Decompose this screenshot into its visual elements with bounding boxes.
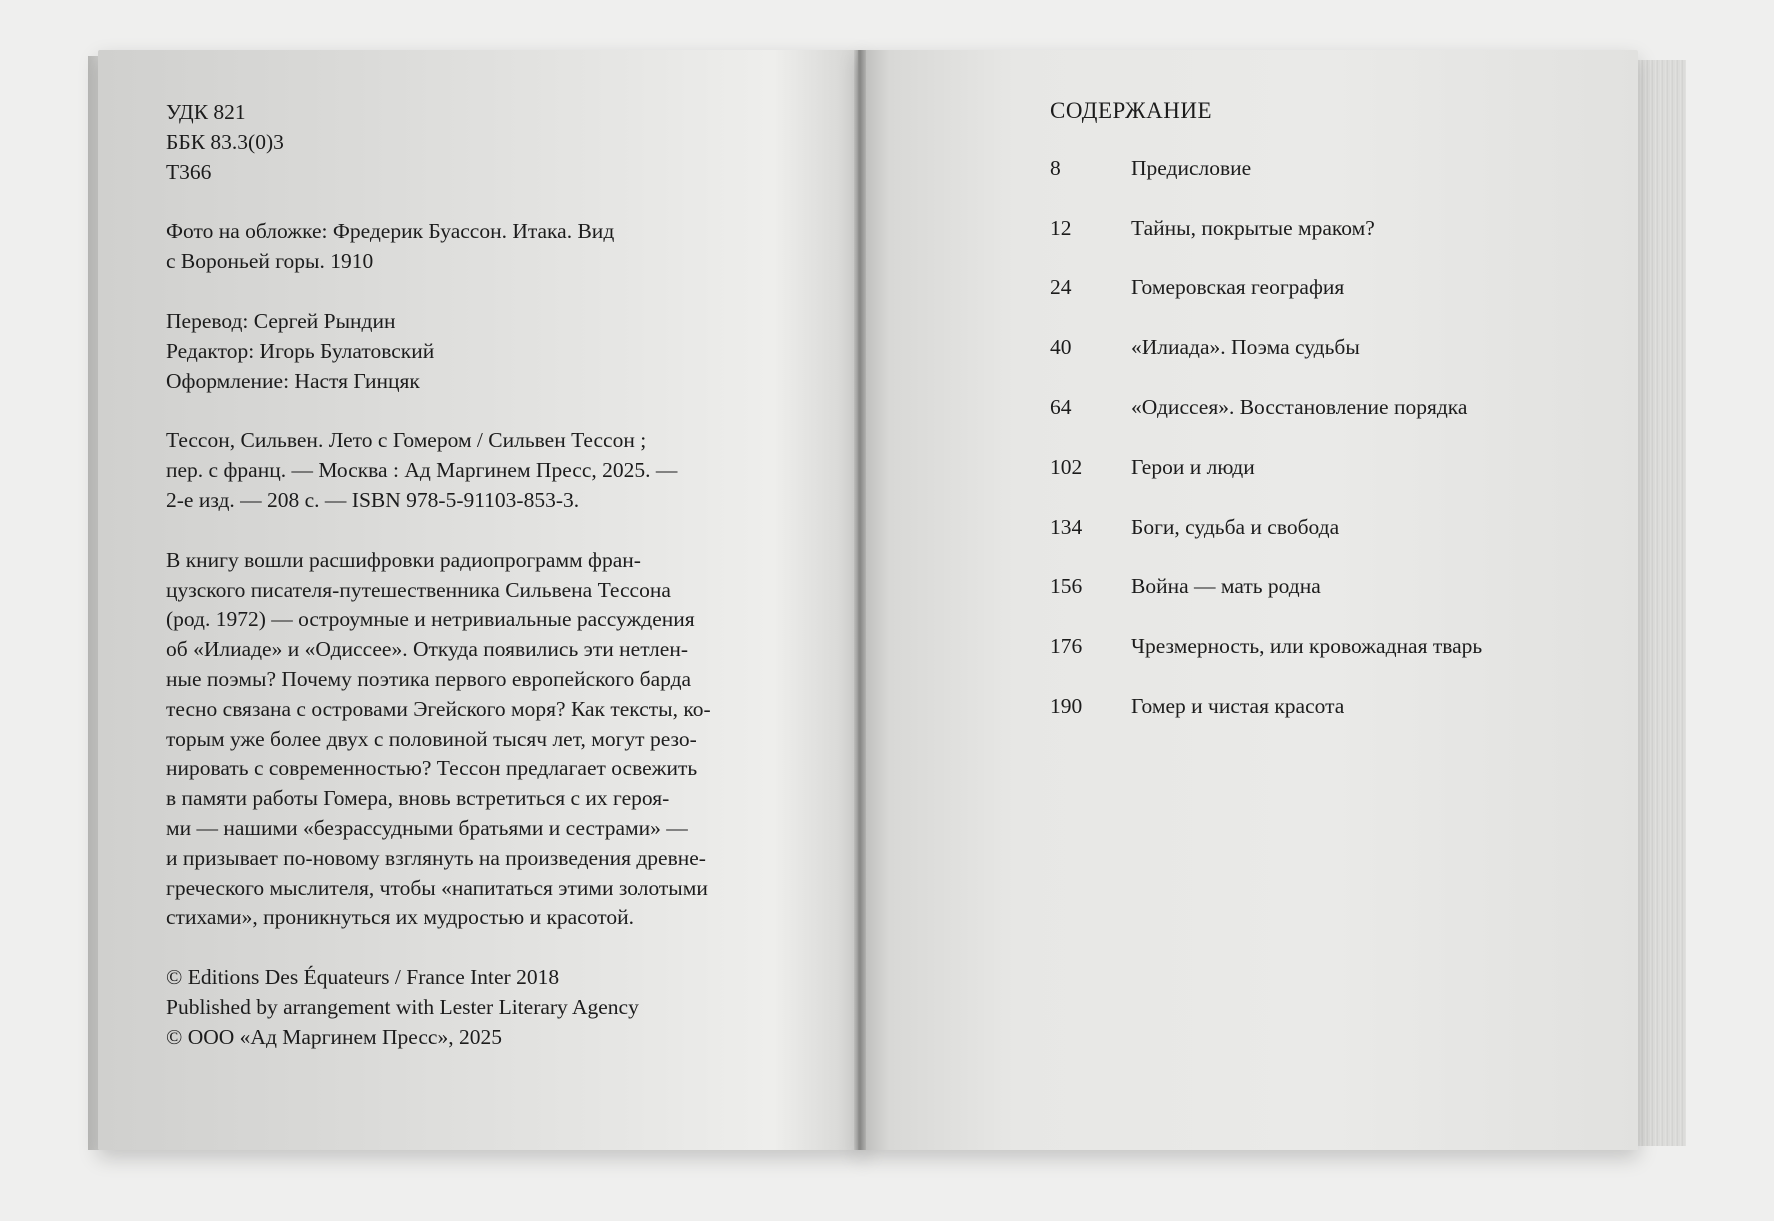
annotation-line: ми — нашими «безрассудными братьями и сестрами» — xyxy=(166,815,688,840)
toc-chapter-title: «Илиада». Поэма судьбы xyxy=(1131,335,1360,360)
editor-line: Редактор: Игорь Булатовский xyxy=(166,338,435,363)
toc-page-number: 12 xyxy=(1050,215,1072,240)
translator-line: Перевод: Сергей Рындин xyxy=(166,308,396,333)
toc-page-number: 134 xyxy=(1050,514,1083,539)
toc-chapter-title: Тайны, покрытые мраком? xyxy=(1131,215,1375,240)
annotation-line: цузского писателя-путешественника Сильвена Тессона xyxy=(166,577,671,602)
right-page xyxy=(858,50,1638,1150)
annotation-line: В книгу вошли расшифровки радиопрограмм фран- xyxy=(166,547,641,572)
classification-block xyxy=(166,98,776,187)
annotation-line: об «Илиаде» и «Одиссее». Откуда появились эти нетлен- xyxy=(166,637,688,662)
toc-page-number: 64 xyxy=(1050,394,1072,419)
open-book xyxy=(88,50,1688,1155)
table-of-contents xyxy=(1050,96,1610,752)
toc-entry xyxy=(1050,572,1610,632)
author-mark-line: Т366 xyxy=(166,159,212,184)
toc-entry xyxy=(1050,453,1610,513)
toc-entry xyxy=(1050,632,1610,692)
toc-entry xyxy=(1050,273,1610,333)
annotation-line: нировать с современностью? Тессон предлагает освежить xyxy=(166,756,698,781)
book-gutter xyxy=(854,50,866,1150)
copyright-line: © ООО «Ад Маргинем Пресс», 2025 xyxy=(166,1024,502,1049)
bibliographic-line: 2-е изд. — 208 с. — ISBN 978-5-91103-853-3. xyxy=(166,487,580,512)
annotation-line: тесно связана с островами Эгейского моря? Как тексты, ко- xyxy=(166,696,711,721)
toc-chapter-title: Герои и люди xyxy=(1131,454,1255,479)
toc-chapter-title: «Одиссея». Восстановление порядка xyxy=(1131,394,1468,419)
cover-photo-line: Фото на обложке: Фредерик Буассон. Итака. Вид xyxy=(166,219,615,244)
cover-photo-block xyxy=(166,217,776,277)
toc-chapter-title: Боги, судьба и свобода xyxy=(1131,514,1340,539)
toc-entry xyxy=(1050,214,1610,274)
bibliographic-block xyxy=(166,426,776,515)
toc-page-number: 40 xyxy=(1050,335,1072,360)
annotation-line: греческого мыслителя, чтобы «напитаться этими золотыми xyxy=(166,875,708,900)
annotation-block xyxy=(166,546,776,933)
copyright-line: Published by arrangement with Lester Literary Agency xyxy=(166,994,639,1019)
toc-page-number: 190 xyxy=(1050,693,1083,718)
toc-chapter-title: Гомеровская география xyxy=(1131,275,1345,300)
annotation-line: и призывает по-новому взглянуть на произведения древне- xyxy=(166,845,706,870)
toc-entry xyxy=(1050,154,1610,214)
toc-chapter-title: Война — мать родна xyxy=(1131,574,1321,599)
annotation-line: в памяти работы Гомера, вновь встретиться с их героя- xyxy=(166,786,670,811)
toc-page-number: 102 xyxy=(1050,454,1083,479)
design-line: Оформление: Настя Гинцяк xyxy=(166,368,420,393)
toc-page-number: 24 xyxy=(1050,275,1072,300)
bbk-line: ББК 83.3(0)3 xyxy=(166,129,284,154)
bibliographic-line: пер. с франц. — Москва : Ад Маргинем Пресс, 2025. — xyxy=(166,458,678,483)
right-page-edges xyxy=(1633,60,1686,1146)
toc-chapter-title: Чрезмерность, или кровожадная тварь xyxy=(1131,634,1483,659)
bibliographic-line: Тессон, Сильвен. Лето с Гомером / Сильвен Тессон ; xyxy=(166,428,647,453)
toc-title: СОДЕРЖАНИЕ xyxy=(1050,98,1213,123)
toc-page-number: 176 xyxy=(1050,634,1083,659)
credits-block xyxy=(166,307,776,396)
toc-entry xyxy=(1050,393,1610,453)
toc-chapter-title: Предисловие xyxy=(1131,155,1252,180)
toc-entry xyxy=(1050,333,1610,393)
left-page xyxy=(98,50,866,1150)
imprint-text xyxy=(166,98,776,1083)
toc-page-number: 8 xyxy=(1050,155,1061,180)
annotation-line: стихами», проникнуться их мудростью и красотой. xyxy=(166,905,634,930)
copyright-block xyxy=(166,963,776,1052)
cover-photo-line: с Вороньей горы. 1910 xyxy=(166,249,374,274)
toc-entry xyxy=(1050,692,1610,752)
annotation-line: (род. 1972) — остроумные и нетривиальные рассуждения xyxy=(166,607,695,632)
toc-entry xyxy=(1050,513,1610,573)
copyright-line: © Editions Des Équateurs / France Inter 2018 xyxy=(166,965,560,990)
annotation-line: ные поэмы? Почему поэтика первого европейского барда xyxy=(166,666,692,691)
udk-line: УДК 821 xyxy=(166,100,246,124)
toc-chapter-title: Гомер и чистая красота xyxy=(1131,693,1345,718)
annotation-line: торым уже более двух с половиной тысяч лет, могут резо- xyxy=(166,726,697,751)
toc-page-number: 156 xyxy=(1050,574,1083,599)
